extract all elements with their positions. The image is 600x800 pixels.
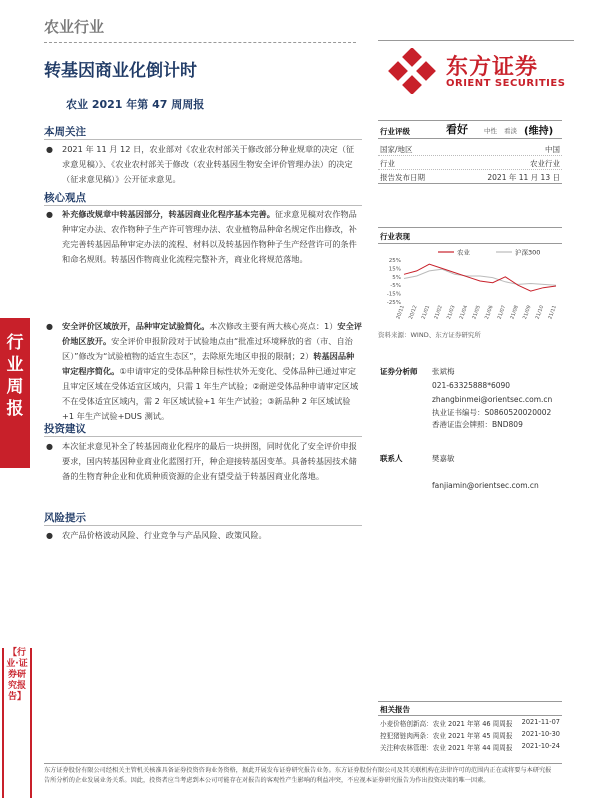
bullet-icon: ●	[46, 145, 53, 154]
legend-label: 农业	[457, 248, 470, 257]
orient-logo-icon	[388, 48, 438, 94]
section-rule	[44, 139, 362, 140]
series-line-沪深300	[404, 269, 556, 285]
chart-source: 资料来源：WIND、东方证券研究所	[378, 331, 481, 339]
views-point-1	[62, 207, 362, 267]
header-divider	[44, 42, 356, 43]
rating-value: 看好	[446, 123, 468, 136]
related-report-date: 2021-10-30	[521, 730, 560, 738]
views-point-1-bold: 补充修改规章中转基因部分，转基因商业化程序基本完善。	[62, 209, 275, 219]
performance-top-rule	[378, 227, 562, 228]
rating-top-rule	[378, 120, 562, 121]
related-report-date: 2021-10-24	[521, 742, 560, 750]
rating-row-key: 国家/地区	[380, 145, 413, 154]
row-divider	[378, 155, 562, 156]
x-tick-label: 20/11	[395, 304, 406, 321]
x-tick-label: 21/01	[420, 304, 432, 321]
report-category-label: 【行业·证券研究报告】	[2, 648, 32, 798]
advice-text: 本次征求意见补全了转基因商业化程序的最后一块拼图，同时优化了安全评价申报要求，国内转基因种业商业化蓝图打开，种企迎接转基因变革。具备转基因技术储备的生物育种企业和优质种质资源的企业有望受益于转基因商业化落地。	[62, 441, 357, 481]
x-tick-label: 20/12	[407, 304, 419, 321]
x-tick-label: 21/08	[509, 304, 520, 321]
views-point-2-text: 本次修改主要有两大核心亮点：1）	[209, 321, 338, 331]
x-tick-label: 21/04	[458, 304, 470, 321]
related-report-title[interactable]: 控犯猪链肉两条：农业 2021 年第 45 周周报	[380, 732, 513, 740]
x-tick-label: 21/06	[483, 304, 495, 321]
rating-label: 行业评级	[380, 127, 410, 136]
y-tick-label: -5%	[390, 283, 401, 290]
rating-low: 看淡	[504, 127, 517, 135]
analyst-name: 张斌梅	[432, 367, 455, 376]
section-rule	[44, 525, 362, 526]
performance-heading: 行业表现	[380, 232, 410, 241]
analyst-cert: 执业证书编号：S0860520020002	[432, 408, 552, 417]
section-heading-views: 核心观点	[44, 192, 86, 204]
performance-bottom-rule	[378, 243, 562, 244]
rating-end-rule	[378, 183, 562, 184]
rating-row-value: 2021 年 11 月 13 日	[487, 173, 560, 182]
contact-email[interactable]: fanjiamin@orientsec.com.cn	[432, 481, 539, 490]
risk-text: 农产品价格波动风险、行业竞争与产品风险、政策风险。	[62, 530, 267, 540]
sidebar-label: 行业周报	[6, 333, 24, 419]
x-tick-label: 21/10	[534, 304, 546, 321]
x-tick-label: 21/09	[521, 304, 533, 321]
analyst-phone: 021-63325888*6090	[432, 381, 511, 390]
section-rule	[44, 436, 362, 437]
analyst-role: 证券分析师	[380, 367, 418, 376]
x-tick-label: 21/07	[496, 304, 508, 321]
rating-mid: 中性	[484, 127, 497, 135]
rating-row-value: 中国	[545, 145, 560, 154]
rating-status: (维持)	[524, 126, 554, 137]
related-report-title[interactable]: 关注种农林管理：农业 2021 年第 44 周周报	[380, 744, 513, 752]
contact-role: 联系人	[380, 454, 403, 463]
y-tick-label: 15%	[388, 266, 401, 273]
contact-name: 樊嘉敏	[432, 454, 455, 463]
rating-bottom-rule	[378, 138, 562, 139]
analyst-email[interactable]: zhangbinmei@orientsec.com.cn	[432, 395, 553, 404]
x-tick-label: 21/03	[445, 304, 457, 321]
rating-row-key: 报告发布日期	[380, 173, 425, 182]
x-tick-label: 21/11	[547, 304, 558, 321]
report-title: 转基因商业化倒计时	[44, 61, 197, 81]
footer-disclaimer: 东方证券股份有限公司经相关主管机关核准具备证券投资咨询业务资格，据此开展发布证券研究报告业务。东方证券股份有限公司及其关联机构在法律许可的范围内正在或将要与本研究报告所分析的企业发展业务关系。因此，投资者应当考虑到本公司可能存在对报告的客观性产生影响的利益冲突，不应视本证券研究报告为作出投资决策的唯一因素。	[44, 767, 552, 784]
section-rule	[44, 205, 362, 206]
footer-rule	[44, 763, 562, 764]
logo-text-cn: 东方证券	[446, 55, 539, 80]
related-report-title[interactable]: 小麦价格创新高：农业 2021 年第 46 周周报	[380, 720, 513, 728]
series-line-农业	[404, 264, 556, 291]
related-report-date: 2021-11-07	[521, 718, 560, 726]
y-tick-label: 5%	[392, 274, 401, 281]
y-tick-label: -25%	[386, 300, 401, 306]
legend-label: 沪深300	[515, 248, 541, 257]
section-heading-focus: 本周关注	[44, 126, 86, 138]
rating-row-value: 农业行业	[530, 159, 560, 168]
related-heading: 相关报告	[380, 705, 410, 714]
views-point-2	[62, 319, 362, 424]
views-point-2-bold: 安全评价区域放开，品种审定试验简化。	[62, 321, 210, 331]
rating-row-key: 行业	[380, 159, 395, 168]
views-point-1-text: 征求意见稿对农作物品种审定办法、农作物种子生产许可管理办法、农业植物品种命名规定作出修改，补充完善转基因品种审定办法的流程、材料以及转基因作物种子生产经营许可的条件和命名规则。转基因作物商业化流程完整补齐，商业化将规范落地。	[62, 209, 357, 264]
related-bottom-rule	[378, 715, 562, 716]
x-tick-label: 21/02	[433, 304, 444, 321]
analyst-hk-license: 香港证监会牌照：BND809	[432, 420, 523, 429]
bullet-icon: ●	[46, 210, 53, 219]
section-heading-advice: 投资建议	[44, 423, 86, 435]
bullet-icon: ●	[46, 531, 53, 540]
logo-divider	[378, 40, 574, 41]
sector-label: 农业行业	[44, 18, 105, 36]
report-type-sidebar	[0, 318, 30, 468]
section-heading-risk: 风险提示	[44, 512, 86, 524]
performance-chart	[378, 246, 562, 322]
logo-text-en: ORIENT SECURITIES	[446, 78, 566, 89]
y-tick-label: 25%	[388, 258, 401, 264]
views-point-2-bold-2: 安全评价地区放开。	[62, 321, 362, 346]
views-point-2-text-2: 安全评价申报阶段对于试验地点由“批准过环境释放的省（市、自治区）”修改为“试验植物的适宜生态区”，去除原先地区申报的限制；2）	[62, 336, 353, 361]
focus-text: 2021 年 11 月 12 日，农业部对《农业农村部关于修改部分种业规章的决定（征求意见稿）》、《农业农村部关于修改（农业转基因生物安全评价管理办法）的决定（征求意见稿）》公开征求意见。	[62, 144, 355, 184]
y-tick-label: -15%	[386, 291, 401, 298]
report-subtitle: 农业 2021 年第 47 周周报	[66, 98, 205, 111]
views-point-2-text-3: ①申请审定的受体品种除目标性状外无变化、受体品种已通过审定且审定区域在受体适宜区域内，只需 1 年生产试验；②耐逆受体品种申请审定区域不在受体适宜区域内，需 2 年区域试验+1 年生产试验；③新品种 2 年区域试验+1 年生产试验+DUS 测试。	[62, 366, 359, 421]
related-top-rule	[378, 701, 562, 702]
x-tick-label: 21/05	[471, 304, 482, 321]
bullet-icon: ●	[46, 442, 53, 451]
bullet-icon: ●	[46, 322, 53, 331]
views-point-2-bold-3: 转基因品种审定程序简化。	[62, 351, 355, 376]
row-divider	[378, 169, 562, 170]
